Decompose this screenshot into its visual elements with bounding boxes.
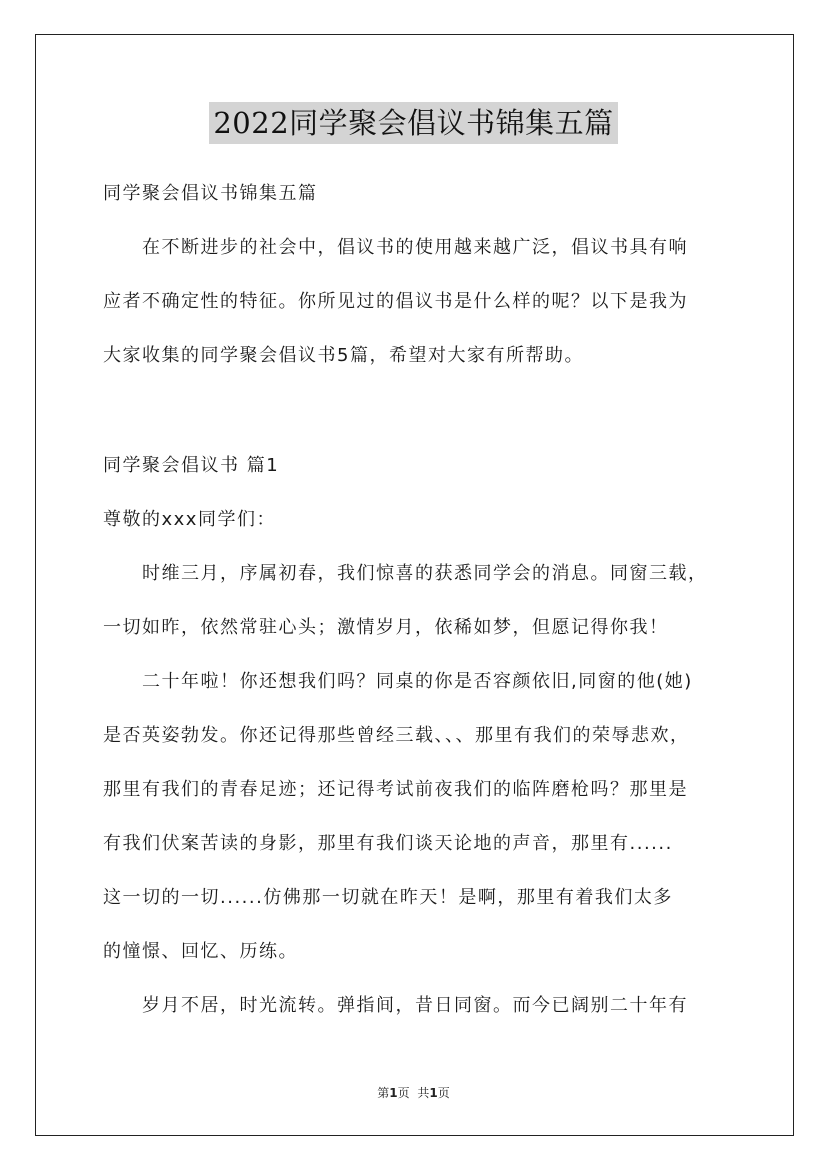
total-suffix: 页 <box>437 1086 450 1100</box>
page-suffix: 页 <box>397 1086 410 1100</box>
para2-line-4: 有我们伏案苦读的身影，那里有我们谈天论地的声音，那里有...... <box>103 833 673 854</box>
para3-line-1: 岁月不居，时光流转。弹指间，昔日同窗。而今已阔别二十年有 <box>142 995 688 1016</box>
para2-line-2: 是否英姿勃发。你还记得那些曾经三载、、、那里有我们的荣辱悲欢， <box>103 725 690 746</box>
intro-line-3: 大家收集的同学聚会倡议书5篇，希望对大家有所帮助。 <box>103 345 584 366</box>
intro-line-2: 应者不确定性的特征。你所见过的倡议书是什么样的呢？以下是我为 <box>103 291 688 312</box>
page-prefix: 第 <box>377 1086 390 1100</box>
para2-line-1: 二十年啦！你还想我们吗？同桌的你是否容颜依旧,同窗的他(她) <box>142 671 693 692</box>
para1-line-1: 时维三月，序属初春，我们惊喜的获悉同学会的消息。同窗三载， <box>142 563 708 584</box>
page-number: 1 <box>389 1086 398 1100</box>
intro-line-1: 在不断进步的社会中，倡议书的使用越来越广泛，倡议书具有响 <box>142 237 688 258</box>
subtitle: 同学聚会倡议书锦集五篇 <box>103 183 318 204</box>
section-heading: 同学聚会倡议书 篇1 <box>103 455 280 476</box>
salutation: 尊敬的xxx同学们： <box>103 509 276 530</box>
para2-line-5: 这一切的一切......仿佛那一切就在昨天！是啊，那里有着我们太多 <box>103 887 673 908</box>
total-pages: 1 <box>429 1086 438 1100</box>
para2-line-6: 的憧憬、回忆、历练。 <box>103 941 298 962</box>
para2-line-3: 那里有我们的青春足迹；还记得考试前夜我们的临阵磨枪吗？那里是 <box>103 779 688 800</box>
document-title: 2022同学聚会倡议书锦集五篇 <box>209 102 617 144</box>
title-container <box>0 102 827 144</box>
page-footer <box>0 1084 827 1101</box>
para1-line-2: 一切如昨，依然常驻心头；激情岁月，依稀如梦，但愿记得你我！ <box>103 617 669 638</box>
total-prefix: 共 <box>417 1086 430 1100</box>
